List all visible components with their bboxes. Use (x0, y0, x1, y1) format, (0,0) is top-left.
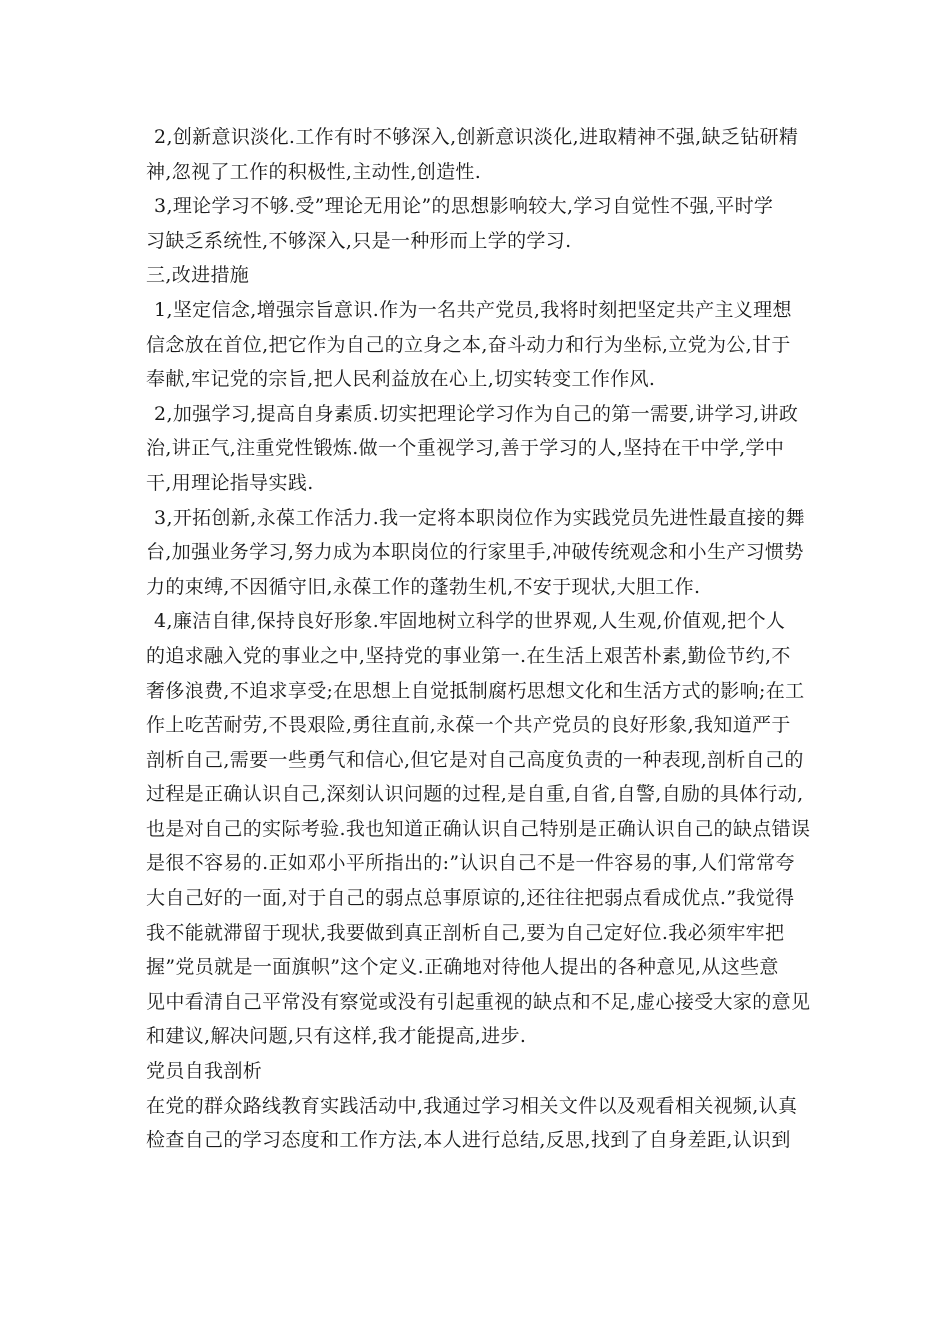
text-line: 大自己好的一面,对于自己的弱点总事原谅的,还往往把弱点看成优点.”我觉得 (146, 887, 795, 910)
text-line: 检查自己的学习态度和工作方法,本人进行总结,反思,找到了自身差距,认识到 (146, 1129, 791, 1152)
text-line: 4,廉洁自律,保持良好形象.牢固地树立科学的世界观,人生观,价值观,把个人 (154, 610, 786, 633)
text-line: 2,加强学习,提高自身素质.切实把理论学习作为自己的第一需要,讲学习,讲政 (154, 402, 799, 425)
text-line: 作上吃苦耐劳,不畏艰险,勇往直前,永葆一个共产党员的良好形象,我知道严于 (146, 714, 791, 737)
text-line: 习缺乏系统性,不够深入,只是一种形而上学的学习. (146, 229, 572, 252)
text-line: 信念放在首位,把它作为自己的立身之本,奋斗动力和行为坐标,立党为公,甘于 (146, 333, 791, 356)
text-line: 握”党员就是一面旗帜”这个定义.正确地对待他人提出的各种意见,从这些意 (146, 956, 779, 979)
text-line: 见中看清自己平常没有察觉或没有引起重视的缺点和不足,虚心接受大家的意见 (146, 990, 811, 1013)
text-line: 干,用理论指导实践. (146, 471, 314, 494)
text-line: 的追求融入党的事业之中,坚持党的事业第一.在生活上艰苦朴素,勤俭节约,不 (146, 644, 791, 667)
text-line: 奉献,牢记党的宗旨,把人民利益放在心上,切实转变工作作风. (146, 368, 656, 391)
text-line: 也是对自己的实际考验.我也知道正确认识自己特别是正确认识自己的缺点错误 (146, 817, 811, 840)
text-line: 三,改进措施 (146, 264, 250, 287)
text-line: 治,讲正气,注重党性锻炼.做一个重视学习,善于学习的人,坚持在干中学,学中 (146, 437, 785, 460)
text-line: 党员自我剖析 (146, 1060, 263, 1083)
text-line: 2,创新意识淡化.工作有时不够深入,创新意识淡化,进取精神不强,缺乏钻研精 (154, 126, 799, 148)
text-line: 和建议,解决问题,只有这样,我才能提高,进步. (146, 1025, 527, 1048)
text-line: 是很不容易的.正如邓小平所指出的:”认识自己不是一件容易的事,人们常常夸 (146, 852, 795, 875)
text-line: 过程是正确认识自己,深刻认识问题的过程,是自重,自省,自警,自励的具体行动, (146, 783, 804, 806)
text-line: 在党的群众路线教育实践活动中,我通过学习相关文件以及观看相关视频,认真 (146, 1094, 798, 1117)
text-line: 台,加强业务学习,努力成为本职岗位的行家里手,冲破传统观念和小生产习惯势 (146, 541, 804, 564)
text-line: 1,坚定信念,增强宗旨意识.作为一名共产党员,我将时刻把坚定共产主义理想 (154, 298, 792, 321)
text-line: 力的束缚,不因循守旧,永葆工作的蓬勃生机,不安于现状,大胆工作. (146, 575, 701, 598)
text-line: 奢侈浪费,不追求享受;在思想上自觉抵制腐朽思想文化和生活方式的影响;在工 (146, 679, 805, 702)
text-line: 3,开拓创新,永葆工作活力.我一定将本职岗位作为实践党员先进性最直接的舞 (154, 506, 805, 529)
document-body (146, 120, 814, 1158)
text-line: 神,忽视了工作的积极性,主动性,创造性. (146, 160, 482, 183)
text-line: 剖析自己,需要一些勇气和信心,但它是对自己高度负责的一种表现,剖析自己的 (146, 748, 804, 771)
text-line: 3,理论学习不够.受”理论无用论”的思想影响较大,学习自觉性不强,平时学 (154, 195, 774, 218)
text-line: 我不能就滞留于现状,我要做到真正剖析自己,要为自己定好位.我必须牢牢把 (146, 921, 785, 944)
